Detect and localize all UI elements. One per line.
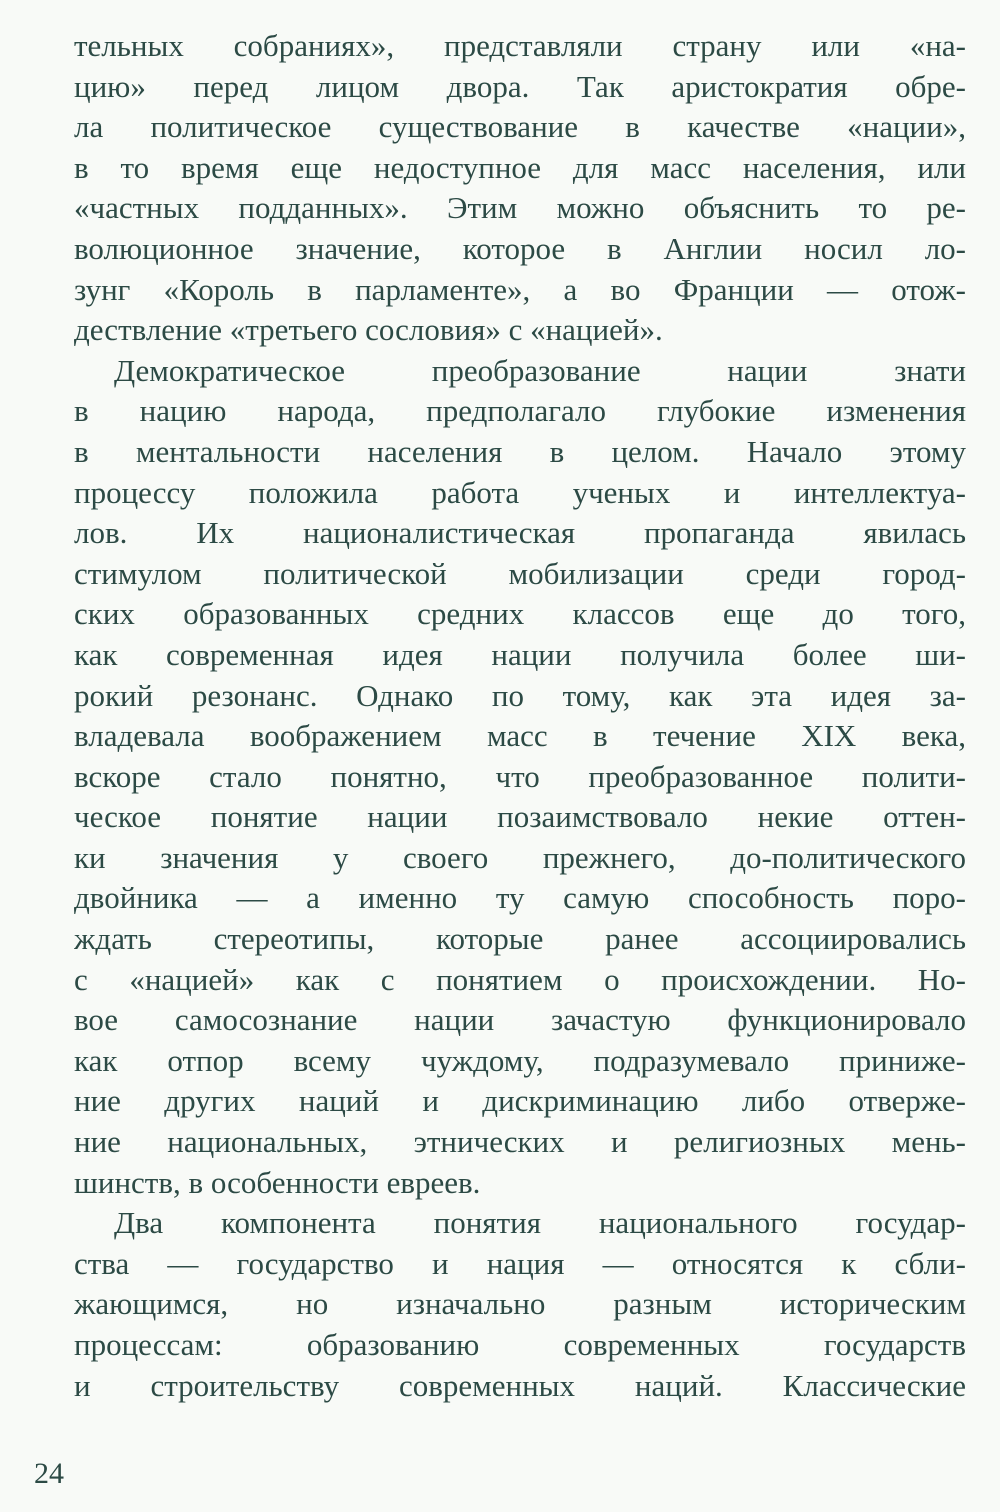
text-line: с «нацией» как с понятием о происхождении. Но-: [74, 961, 966, 997]
text-line: лов. Их националистическая пропаганда явилась: [74, 515, 966, 551]
text-line: рокий резонанс. Однако по тому, как эта идея за-: [74, 677, 966, 713]
text-line: дествление «третьего сословия» с «нацией».: [74, 312, 663, 348]
text-line: двойника — а именно ту самую способность поро-: [74, 880, 966, 916]
text-line: и строительству современных наций. Классические: [74, 1367, 966, 1403]
text-line: ства — государство и нация — относятся к сбли-: [74, 1245, 966, 1281]
text-line: процессу положила работа ученых и интеллектуа-: [74, 474, 966, 510]
text-line: ние других наций и дискриминацию либо отверже-: [74, 1083, 966, 1119]
text-line: Демократическое преобразование нации знати: [114, 352, 966, 388]
paragraph-1: [74, 26, 966, 351]
text-line: волюционное значение, которое в Англии носил ло-: [74, 230, 966, 266]
text-line: ских образованных средних классов еще до того,: [74, 596, 966, 632]
page-number: 24: [34, 1457, 64, 1490]
text-line: в то время еще недоступное для масс населения, или: [74, 149, 966, 185]
text-line: жающимся, но изначально разным историческим: [74, 1286, 966, 1322]
text-line: ла политическое существование в качестве «нации»,: [74, 109, 966, 145]
text-line: в ментальности населения в целом. Начало этому: [74, 433, 966, 469]
body-text: [74, 26, 966, 1406]
text-line: ки значения у своего прежнего, до-политического: [74, 839, 966, 875]
text-line: ние национальных, этнических и религиозных мень-: [74, 1124, 966, 1160]
text-line: цию» перед лицом двора. Так аристократия обре-: [74, 68, 966, 104]
text-line: в нацию народа, предполагало глубокие изменения: [74, 393, 966, 429]
text-line: тельных собраниях», представляли страну или «на-: [74, 28, 966, 63]
text-line: как современная идея нации получила более ши-: [74, 636, 966, 672]
text-line: стимулом политической мобилизации среди город-: [74, 555, 966, 591]
text-line: «частных подданных». Этим можно объяснить то ре-: [74, 190, 966, 226]
text-line: ческое понятие нации позаимствовало некие оттен-: [74, 799, 966, 835]
text-line: Два компонента понятия национального государ-: [114, 1205, 966, 1241]
paragraph-2: [74, 351, 966, 1203]
text-line: как отпор всему чуждому, подразумевало приниже-: [74, 1042, 966, 1078]
text-line: владевала воображением масс в течение XIX века,: [74, 718, 966, 754]
text-line: шинств, в особенности евреев.: [74, 1164, 481, 1200]
text-line: процессам: образованию современных государств: [74, 1327, 966, 1362]
text-line: вскоре стало понятно, что преобразованное полити-: [74, 758, 966, 794]
paragraph-3: [74, 1203, 966, 1406]
text-line: вое самосознание нации зачастую функционировало: [74, 1002, 966, 1038]
text-line: ждать стереотипы, которые ранее ассоциировались: [74, 921, 966, 957]
text-line: зунг «Король в парламенте», а во Франции — отож-: [74, 271, 966, 307]
